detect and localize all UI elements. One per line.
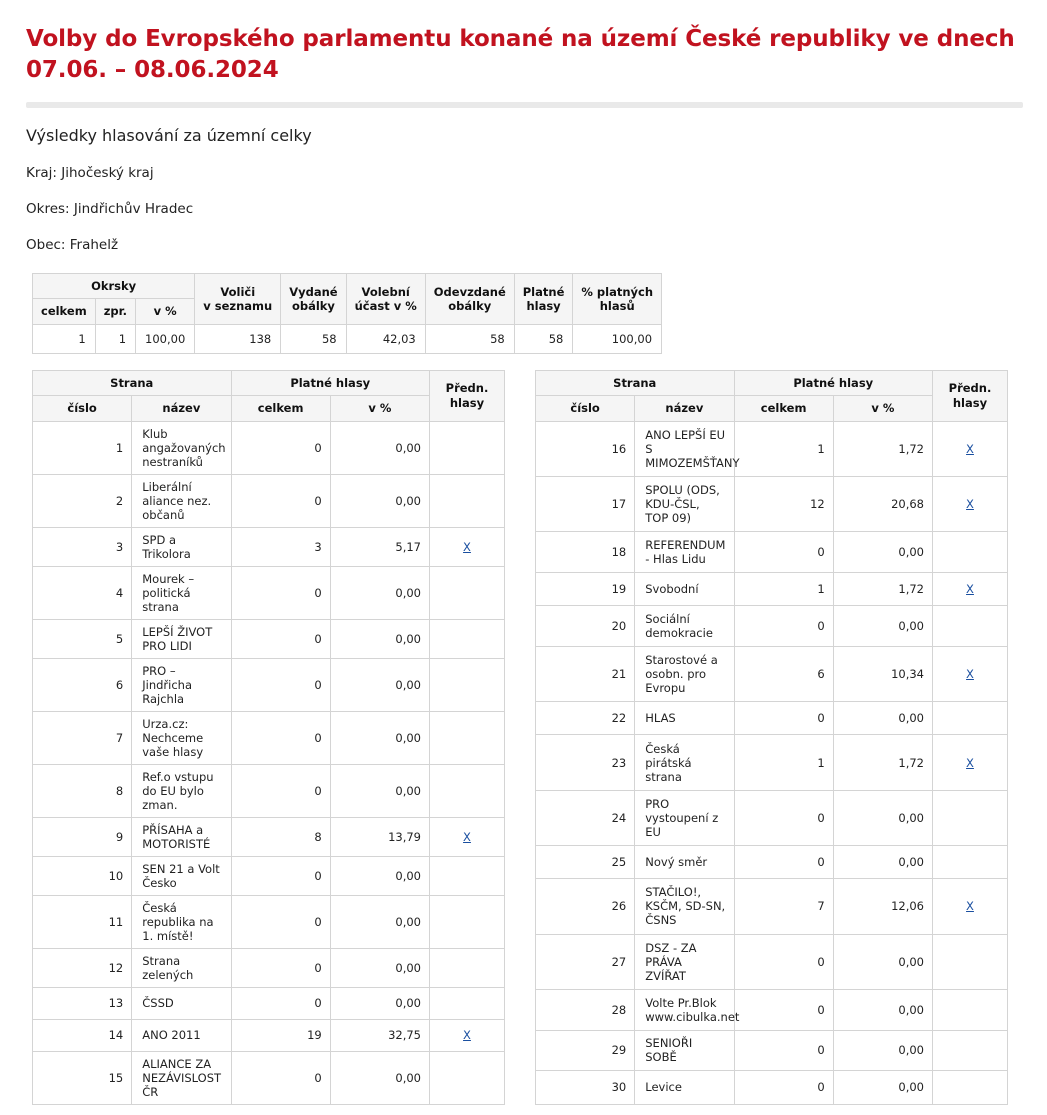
party-name: STAČILO!, KSČM, SD-SN, ČSNS [635, 879, 734, 934]
party-preferential-cell [933, 1030, 1008, 1071]
party-votes-pct: 0,00 [330, 764, 429, 817]
value-districts-processed: 1 [95, 324, 135, 353]
summary-data-row [33, 324, 662, 353]
party-votes-total: 0 [734, 845, 833, 878]
party-votes-pct: 0,00 [330, 474, 429, 527]
party-number: 3 [33, 527, 132, 566]
party-number: 20 [536, 606, 635, 647]
party-header-preferential-line1: Předn. [445, 381, 489, 396]
party-votes-pct: 0,00 [330, 1051, 429, 1104]
party-votes-total: 0 [231, 764, 330, 817]
party-name: Ref.o vstupu do EU bylo zman. [132, 764, 231, 817]
party-name: Klub angažovaných nestraníků [132, 421, 231, 474]
preferential-votes-link[interactable]: X [966, 899, 974, 914]
party-number: 22 [536, 702, 635, 735]
party-preferential-cell [933, 606, 1008, 647]
party-header-row-1 [33, 370, 505, 395]
summary-header-returned [425, 274, 514, 325]
table-row [536, 845, 1008, 878]
table-row [33, 658, 505, 711]
party-name: SPD a Trikolora [132, 527, 231, 566]
party-votes-total: 0 [231, 856, 330, 895]
party-preferential-cell [933, 790, 1008, 845]
party-votes-pct: 32,75 [330, 1019, 429, 1051]
table-row [33, 619, 505, 658]
party-preferential-cell [933, 476, 1008, 531]
party-votes-pct: 0,00 [330, 619, 429, 658]
party-preferential-cell [933, 572, 1008, 605]
table-row [33, 817, 505, 856]
summary-header-valid-pct-line1: % platných [581, 284, 654, 299]
party-header-number-right: číslo [536, 396, 635, 421]
party-name: Volte Pr.Blok www.cibulka.net [635, 989, 734, 1030]
party-votes-pct: 0,00 [330, 895, 429, 948]
party-number: 21 [536, 646, 635, 701]
municipality-line: Obec: Frahelž [26, 237, 119, 254]
party-header-pct: v % [330, 396, 429, 421]
party-preferential-cell [933, 702, 1008, 735]
party-preferential-cell [430, 421, 505, 474]
party-votes-pct: 1,72 [833, 421, 932, 476]
table-row [536, 532, 1008, 573]
value-voters-in-list: 138 [195, 324, 281, 353]
summary-header-row-1 [33, 274, 662, 299]
party-name: Sociální demokracie [635, 606, 734, 647]
party-votes-pct: 12,06 [833, 879, 932, 934]
party-preferential-cell [933, 879, 1008, 934]
party-name: ALIANCE ZA NEZÁVISLOST ČR [132, 1051, 231, 1104]
table-row [33, 421, 505, 474]
summary-header-valid [514, 274, 573, 325]
preferential-votes-link[interactable]: X [966, 666, 974, 681]
party-preferential-cell [430, 817, 505, 856]
party-preferential-cell [430, 527, 505, 566]
party-header-strana-right: Strana [536, 370, 735, 395]
party-name: Urza.cz: Nechceme vaše hlasy [132, 711, 231, 764]
party-votes-total: 1 [734, 735, 833, 790]
summary-header-districts-processed: zpr. [95, 299, 135, 324]
preferential-votes-link[interactable]: X [463, 539, 471, 554]
party-preferential-cell [430, 474, 505, 527]
table-row [33, 895, 505, 948]
party-votes-pct: 0,00 [330, 856, 429, 895]
party-votes-total: 0 [734, 934, 833, 989]
summary-header-issued-line2: obálky [291, 298, 335, 313]
summary-header-issued-line1: Vydané [289, 284, 338, 299]
table-row [536, 476, 1008, 531]
party-name: ANO LEPŠÍ EU S MIMOZEMŠŤANY [635, 421, 734, 476]
party-votes-total: 0 [734, 989, 833, 1030]
party-preferential-cell [933, 1071, 1008, 1104]
party-name: HLAS [635, 702, 734, 735]
party-votes-pct: 1,72 [833, 572, 932, 605]
party-header-row-1-right [536, 370, 1008, 395]
party-name: Česká pirátská strana [635, 735, 734, 790]
table-row [536, 702, 1008, 735]
party-preferential-cell [430, 987, 505, 1019]
party-number: 11 [33, 895, 132, 948]
party-preferential-cell [933, 989, 1008, 1030]
party-preferential-cell [933, 532, 1008, 573]
party-name: Česká republika na 1. místě! [132, 895, 231, 948]
party-number: 12 [33, 948, 132, 987]
party-number: 5 [33, 619, 132, 658]
party-header-valid-votes-right: Platné hlasy [734, 370, 933, 395]
summary-header-valid-line2: hlasy [526, 298, 561, 313]
turnout-summary-table [32, 273, 662, 354]
party-results-table-right [535, 370, 1008, 1105]
party-votes-pct: 0,00 [833, 702, 932, 735]
party-number: 30 [536, 1071, 635, 1104]
party-votes-total: 0 [231, 1051, 330, 1104]
party-number: 8 [33, 764, 132, 817]
region-line: Kraj: Jihočeský kraj [26, 165, 154, 182]
party-header-name: název [132, 396, 231, 421]
party-name: PŘÍSAHA a MOTORISTÉ [132, 817, 231, 856]
party-preferential-cell [430, 1051, 505, 1104]
party-name: Nový směr [635, 845, 734, 878]
summary-header-valid-line1: Platné [522, 284, 565, 299]
summary-header-okrsky: Okrsky [33, 274, 195, 299]
party-votes-pct: 5,17 [330, 527, 429, 566]
party-votes-pct: 0,00 [330, 658, 429, 711]
preferential-votes-link[interactable]: X [966, 755, 974, 770]
table-row [33, 987, 505, 1019]
table-row [33, 566, 505, 619]
party-votes-total: 12 [734, 476, 833, 531]
summary-header-districts-total: celkem [33, 299, 96, 324]
party-number: 1 [33, 421, 132, 474]
summary-header-issued [281, 274, 346, 325]
party-votes-pct: 0,00 [330, 948, 429, 987]
party-name: LEPŠÍ ŽIVOT PRO LIDI [132, 619, 231, 658]
table-row [33, 856, 505, 895]
party-votes-total: 7 [734, 879, 833, 934]
party-results-table-left [32, 370, 505, 1105]
party-number: 26 [536, 879, 635, 934]
value-valid-votes: 58 [514, 324, 573, 353]
preferential-votes-link[interactable]: X [966, 496, 974, 511]
party-votes-pct: 0,00 [833, 989, 932, 1030]
party-votes-pct: 0,00 [833, 606, 932, 647]
party-number: 6 [33, 658, 132, 711]
party-header-total-right: celkem [734, 396, 833, 421]
summary-header-voters-line1: Voliči [220, 284, 256, 299]
party-votes-total: 0 [734, 702, 833, 735]
party-number: 28 [536, 989, 635, 1030]
summary-header-turnout-line2: účast v % [354, 298, 417, 313]
table-row [536, 1071, 1008, 1104]
party-preferential-cell [430, 895, 505, 948]
party-votes-total: 8 [231, 817, 330, 856]
preferential-votes-link[interactable]: X [966, 441, 974, 456]
party-votes-total: 1 [734, 572, 833, 605]
table-row [33, 1051, 505, 1104]
party-name: Strana zelených [132, 948, 231, 987]
summary-header-returned-line2: obálky [448, 298, 492, 313]
party-preferential-cell [430, 658, 505, 711]
party-number: 17 [536, 476, 635, 531]
party-number: 24 [536, 790, 635, 845]
party-preferential-cell [933, 934, 1008, 989]
party-header-preferential-right [933, 370, 1008, 421]
party-number: 2 [33, 474, 132, 527]
table-row [33, 527, 505, 566]
preferential-votes-link[interactable]: X [966, 581, 974, 596]
table-row [33, 764, 505, 817]
party-preferential-cell [933, 845, 1008, 878]
party-rows-left [33, 421, 505, 1104]
table-row [33, 948, 505, 987]
party-preferential-cell [430, 619, 505, 658]
party-number: 9 [33, 817, 132, 856]
party-number: 4 [33, 566, 132, 619]
title-divider [26, 102, 1023, 108]
party-header-strana: Strana [33, 370, 232, 395]
table-row [536, 646, 1008, 701]
party-votes-pct: 20,68 [833, 476, 932, 531]
value-issued-envelopes: 58 [281, 324, 346, 353]
party-name: Svobodní [635, 572, 734, 605]
summary-header-valid-pct [573, 274, 662, 325]
party-votes-total: 1 [734, 421, 833, 476]
summary-header-turnout-line1: Volební [361, 284, 410, 299]
party-number: 13 [33, 987, 132, 1019]
party-name: REFERENDUM - Hlas Lidu [635, 532, 734, 573]
party-votes-total: 0 [231, 658, 330, 711]
party-votes-total: 6 [734, 646, 833, 701]
party-votes-pct: 0,00 [833, 1071, 932, 1104]
table-row [536, 934, 1008, 989]
table-row [536, 735, 1008, 790]
table-row [33, 1019, 505, 1051]
party-votes-pct: 1,72 [833, 735, 932, 790]
party-votes-pct: 0,00 [833, 1030, 932, 1071]
party-number: 27 [536, 934, 635, 989]
party-name: PRO – Jindřicha Rajchla [132, 658, 231, 711]
party-number: 10 [33, 856, 132, 895]
party-preferential-cell [933, 421, 1008, 476]
section-subtitle: Výsledky hlasování za územní celky [26, 126, 312, 146]
summary-header-returned-line1: Odevzdané [433, 284, 506, 299]
party-name: ČSSD [132, 987, 231, 1019]
party-number: 25 [536, 845, 635, 878]
table-row [536, 879, 1008, 934]
party-votes-total: 0 [231, 948, 330, 987]
party-name: Starostové a osobn. pro Evropu [635, 646, 734, 701]
summary-header-voters-line2: v seznamu [203, 298, 273, 313]
party-header-name-right: název [635, 396, 734, 421]
party-name: SPOLU (ODS, KDU-ČSL, TOP 09) [635, 476, 734, 531]
summary-header-districts-pct: v % [136, 299, 195, 324]
party-name: Liberální aliance nez. občanů [132, 474, 231, 527]
party-preferential-cell [430, 1019, 505, 1051]
party-votes-pct: 0,00 [330, 421, 429, 474]
party-votes-total: 0 [231, 421, 330, 474]
party-name: ANO 2011 [132, 1019, 231, 1051]
party-votes-pct: 0,00 [330, 987, 429, 1019]
value-returned-envelopes: 58 [425, 324, 514, 353]
party-votes-total: 0 [734, 790, 833, 845]
party-preferential-cell [430, 764, 505, 817]
summary-header-voters [195, 274, 281, 325]
party-votes-pct: 0,00 [833, 845, 932, 878]
party-votes-pct: 0,00 [833, 532, 932, 573]
party-votes-total: 3 [231, 527, 330, 566]
party-preferential-cell [430, 566, 505, 619]
party-votes-pct: 13,79 [330, 817, 429, 856]
summary-header-turnout [346, 274, 425, 325]
party-votes-total: 0 [231, 711, 330, 764]
party-votes-total: 0 [231, 566, 330, 619]
party-votes-total: 19 [231, 1019, 330, 1051]
party-votes-pct: 0,00 [833, 934, 932, 989]
party-header-preferential-line2: hlasy [449, 395, 485, 410]
table-row [536, 572, 1008, 605]
party-votes-total: 0 [231, 895, 330, 948]
preferential-votes-link[interactable]: X [463, 1028, 471, 1043]
party-votes-total: 0 [231, 619, 330, 658]
value-valid-votes-pct: 100,00 [573, 324, 662, 353]
party-number: 29 [536, 1030, 635, 1071]
table-row [33, 711, 505, 764]
table-row [33, 474, 505, 527]
party-name: Levice [635, 1071, 734, 1104]
party-number: 7 [33, 711, 132, 764]
value-turnout-pct: 42,03 [346, 324, 425, 353]
party-votes-pct: 0,00 [833, 790, 932, 845]
table-row [536, 606, 1008, 647]
party-header-pct-right: v % [833, 396, 932, 421]
party-votes-total: 0 [734, 606, 833, 647]
party-results-container [32, 370, 1023, 1105]
party-votes-total: 0 [734, 1030, 833, 1071]
party-number: 16 [536, 421, 635, 476]
party-header-preferential-right-line1: Předn. [948, 381, 992, 396]
party-name: DSZ - ZA PRÁVA ZVÍŘAT [635, 934, 734, 989]
party-votes-pct: 10,34 [833, 646, 932, 701]
page-title: Volby do Evropského parlamentu konané na území České republiky ve dnech 07.06. – 08.06.2024 [26, 26, 1015, 84]
party-name: SENIOŘI SOBĚ [635, 1030, 734, 1071]
party-votes-total: 0 [231, 474, 330, 527]
party-votes-pct: 0,00 [330, 711, 429, 764]
value-districts-total: 1 [33, 324, 96, 353]
table-row [536, 989, 1008, 1030]
party-header-preferential-right-line2: hlasy [952, 395, 988, 410]
party-header-number: číslo [33, 396, 132, 421]
table-row [536, 1030, 1008, 1071]
party-votes-total: 0 [734, 1071, 833, 1104]
preferential-votes-link[interactable]: X [463, 829, 471, 844]
party-number: 14 [33, 1019, 132, 1051]
party-votes-total: 0 [734, 532, 833, 573]
table-row [536, 421, 1008, 476]
party-header-preferential [430, 370, 505, 421]
party-header-total: celkem [231, 396, 330, 421]
party-votes-pct: 0,00 [330, 566, 429, 619]
party-name: PRO vystoupení z EU [635, 790, 734, 845]
party-number: 15 [33, 1051, 132, 1104]
district-line: Okres: Jindřichův Hradec [26, 201, 194, 218]
party-preferential-cell [933, 735, 1008, 790]
value-districts-pct: 100,00 [136, 324, 195, 353]
party-preferential-cell [933, 646, 1008, 701]
party-name: Mourek – politická strana [132, 566, 231, 619]
party-name: SEN 21 a Volt Česko [132, 856, 231, 895]
party-votes-total: 0 [231, 987, 330, 1019]
party-header-valid-votes: Platné hlasy [231, 370, 430, 395]
party-preferential-cell [430, 711, 505, 764]
party-number: 23 [536, 735, 635, 790]
party-number: 18 [536, 532, 635, 573]
party-preferential-cell [430, 856, 505, 895]
party-rows-right [536, 421, 1008, 1104]
party-number: 19 [536, 572, 635, 605]
table-row [536, 790, 1008, 845]
party-preferential-cell [430, 948, 505, 987]
summary-header-valid-pct-line2: hlasů [599, 298, 635, 313]
